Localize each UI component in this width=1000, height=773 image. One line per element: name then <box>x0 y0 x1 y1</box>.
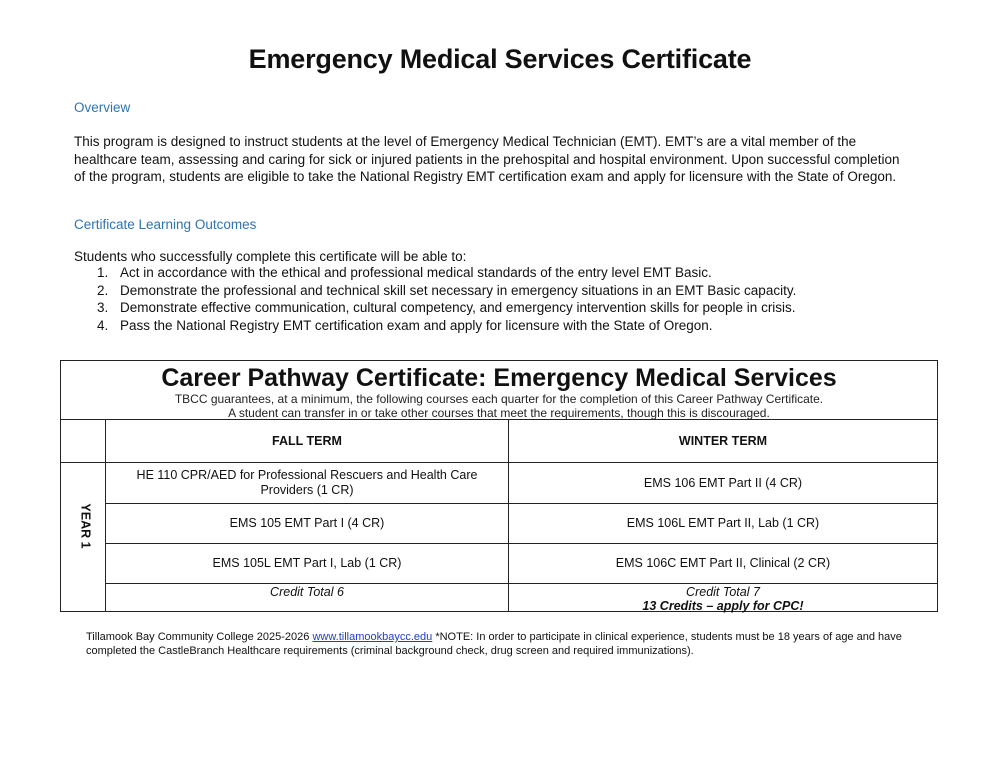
list-number: 1. <box>97 265 109 280</box>
list-number: 3. <box>97 300 109 315</box>
fall-course-1: HE 110 CPR/AED for Professional Rescuers and Health Care Providers (1 CR) <box>136 468 478 497</box>
cpc-note: 13 Credits – apply for CPC! <box>642 599 804 613</box>
overview-paragraph: This program is designed to instruct students at the level of Emergency Medical Technician (EMT). EMT’s are a vital member of the healthcare team, assessing and caring for sick or injured patients in the prehospital and hospital environment. Upon successful completion of the program, students are eligible to take the National Registry EMT certification exam and apply for licensure with the State of Oregon. <box>74 134 900 184</box>
winter-course-2: EMS 106L EMT Part II, Lab (1 CR) <box>626 516 820 530</box>
outcome-text: Demonstrate the professional and technical skill set necessary in emergency situations in an EMT Basic capacity. <box>120 282 797 298</box>
list-item <box>74 264 796 282</box>
year-label <box>71 501 101 551</box>
winter-course-1: EMS 106 EMT Part II (4 CR) <box>643 475 803 490</box>
winter-course-3: EMS 106C EMT Part II, Clinical (2 CR) <box>615 556 831 570</box>
page-title: Emergency Medical Services Certificate <box>248 44 752 74</box>
pathway-title: Career Pathway Certificate: Emergency Medical Services <box>161 364 837 392</box>
outcome-text: Demonstrate effective communication, cultural competency, and emergency intervention skills for people in crisis. <box>120 300 796 315</box>
outcome-text: Act in accordance with the ethical and professional medical standards of the entry level EMT Basic. <box>120 265 712 280</box>
list-number: 4. <box>97 317 109 333</box>
outcomes-list <box>74 264 796 334</box>
winter-credit-total <box>509 585 937 613</box>
table-divider <box>105 583 937 584</box>
list-item <box>74 299 796 317</box>
pathway-subtitle <box>61 392 937 420</box>
list-number: 2. <box>97 282 109 298</box>
college-website-link[interactable]: www.tillamookbaycc.edu <box>312 631 433 643</box>
footer-prefix: Tillamook Bay Community College 2025-2026 <box>86 631 313 643</box>
outcome-text: Pass the National Registry EMT certification exam and apply for licensure with the State of Oregon. <box>120 317 713 333</box>
outcomes-intro: Students who successfully complete this certificate will be able to: <box>74 249 467 264</box>
fall-course-3: EMS 105L EMT Part I, Lab (1 CR) <box>212 556 402 570</box>
overview-heading: Overview <box>74 100 131 115</box>
winter-term-header: WINTER TERM <box>678 433 768 448</box>
footer-note <box>86 630 916 658</box>
pathway-subtitle-line-1: TBCC guarantees, at a minimum, the following courses each quarter for the completion of this Career Pathway Certificate. <box>174 392 824 406</box>
list-item <box>74 317 796 335</box>
fall-credit-total: Credit Total 6 <box>270 585 344 599</box>
year-label-text: YEAR 1 <box>79 503 93 549</box>
pathway-table <box>60 360 938 612</box>
list-item <box>74 282 796 300</box>
footer-clinical-note: *NOTE: In order to participate in clinical experience, students must be 18 years of age and have completed the CastleBranch Healthcare requirements (criminal background check, drug screen and required immunizations). <box>86 631 902 657</box>
pathway-subtitle-line-2: A student can transfer in or take other courses that meet the requirements, though this is discouraged. <box>228 406 770 420</box>
winter-credit-total-text: Credit Total 7 <box>686 585 760 599</box>
fall-course-2: EMS 105 EMT Part I (4 CR) <box>229 516 385 530</box>
fall-term-header: FALL TERM <box>272 433 342 448</box>
outcomes-heading: Certificate Learning Outcomes <box>74 217 257 232</box>
